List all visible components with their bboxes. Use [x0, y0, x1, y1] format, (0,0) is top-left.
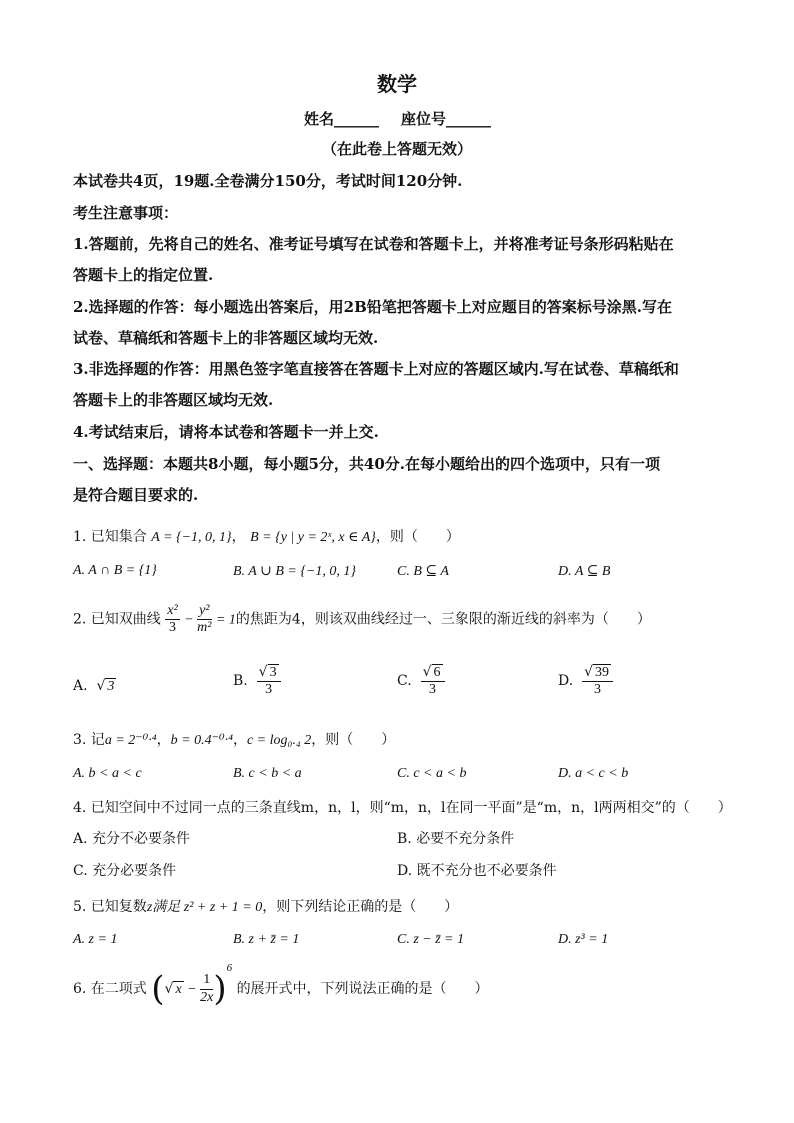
rule-4: 4.考试结束后，请将本试卷和答题卡一并上交. [73, 423, 379, 441]
q5-equation: 满足 z² + z + 1 = 0 [152, 900, 263, 915]
q3-lead: 3. 记 [73, 732, 105, 748]
q3-b: b = 0.4⁻⁰·⁴ [170, 733, 233, 748]
q3-option-c: C. c < a < b [397, 766, 467, 781]
seat-blank: ______ [446, 110, 492, 128]
section-1-line-1: 一、选择题：本题共8小题，每小题5分，共40分.在每小题给出的四个选项中，只有一项 [73, 455, 660, 473]
q4-option-b: B. 必要不充分条件 [397, 831, 515, 847]
q5-option-c: C. z − z̄ = 1 [397, 932, 465, 947]
q2-option-c: C. $\frac{√ 6}{3}$ [397, 664, 445, 698]
q5-lead: 5. 已知复数 [73, 899, 147, 915]
question-2: 2. 已知双曲线 $\frac{\text{x²}}{3}$ − $\frac{\text{y²}}{\text{m²}}$ = 1的焦距为4，则该双曲线经过一、三象限的渐近线的斜率为（ ） [73, 603, 651, 636]
q4-option-c: C. 充分必要条件 [73, 863, 177, 879]
q2-option-b: B. $\frac{√ 3}{3}$ [233, 664, 281, 698]
q2-option-a: A. √ 3 [73, 678, 115, 694]
q3-a: a = 2⁻⁰·⁴ [104, 733, 157, 748]
q2-frac-x: $\frac{\text{x²}}{3}$ [167, 603, 178, 636]
question-1: 1. 已知集合 A = {−1, 0, 1}， B = {y | y = 2ˣ, x ∈ A}，则（ ） [73, 529, 460, 545]
q5-option-a: A. z = 1 [73, 932, 118, 947]
invalid-notice: （在此卷上答题无效） [322, 140, 473, 158]
rule-1-line-1: 1.答题前，先将自己的姓名、准考证号填写在试卷和答题卡上，并将准考证号条形码粘贴在 [73, 235, 674, 253]
q5-option-d: D. z³ = 1 [558, 932, 609, 947]
q5-tail: ，则下列结论正确的是（ ） [262, 899, 459, 915]
section-1-line-2: 是符合题目要求的. [73, 486, 199, 504]
exam-summary: 本试卷共4页，19题.全卷满分150分，考试时间120分钟. [73, 172, 463, 190]
q1-lead: 1. 已知集合 [73, 529, 147, 545]
rule-2-line-2: 试卷、草稿纸和答题卡上的非答题区域均无效. [73, 329, 379, 347]
q3-option-d: D. a < c < b [558, 766, 629, 781]
q1-tail: ，则（ ） [375, 529, 460, 545]
attention-heading: 考生注意事项： [73, 204, 179, 222]
q1-option-c: C. B ⊆ A [397, 564, 449, 579]
q3-c: c = log₀.₄ 2 [246, 733, 312, 748]
rule-3-line-2: 答题卡上的非答题区域均无效. [73, 391, 274, 409]
q3-option-a: A. b < a < c [73, 766, 142, 781]
rule-3-line-1: 3.非选择题的作答：用黑色签字笔直接答在答题卡上对应的答题区域内.写在试卷、草稿纸和 [73, 360, 679, 378]
q6-lead: 6. 在二项式 [73, 981, 147, 997]
q2-frac-y: $\frac{\text{y²}}{\text{m²}}$ [197, 603, 212, 636]
rule-2-line-1: 2.选择题的作答：每小题选出答案后，用2B铅笔把答题卡上对应题目的答案标号涂黑.写在 [73, 298, 673, 316]
q1-option-a: A. A ∩ B = {1} [73, 563, 157, 578]
q1-set-b: B = {y | y = 2ˣ, x ∈ A} [250, 530, 376, 545]
q2-option-d: D. $\frac{√ 39}{3}$ [558, 664, 613, 698]
q4-option-d: D. 既不充分也不必要条件 [397, 863, 557, 879]
q2-tail: 的焦距为4，则该双曲线经过一、三象限的渐近线的斜率为（ ） [235, 611, 651, 628]
name-blank: ______ [334, 110, 380, 128]
name-seat-row [304, 108, 491, 129]
question-4: 4. 已知空间中不过同一点的三条直线m，n，l，则“m，n，l在同一平面”是“m，n，l两两相交”的（ ） [73, 800, 732, 816]
q5-z: z [146, 900, 153, 915]
rule-1-line-2: 答题卡上的指定位置. [73, 266, 214, 284]
q1-option-d: D. A ⊆ B [558, 564, 611, 579]
q1-set-a: A = {−1, 0, 1} [151, 530, 232, 545]
q4-option-a: A. 充分不必要条件 [73, 831, 191, 847]
seat-label: 座位号 [401, 110, 447, 128]
q5-option-b: B. z + z̄ = 1 [233, 932, 300, 947]
q1-option-b: B. A ∪ B = {−1, 0, 1} [233, 564, 356, 579]
q2-lead: 2. 已知双曲线 [73, 611, 161, 628]
q3-tail: ，则（ ） [311, 732, 396, 748]
name-label: 姓名 [304, 110, 335, 128]
page-title: 数学 [377, 72, 417, 96]
q3-option-b: B. c < b < a [233, 766, 302, 781]
question-5 [73, 896, 458, 916]
question-3: 3. 记a = 2⁻⁰·⁴，b = 0.4⁻⁰·⁴，c = log₀.₄ 2，则（ ） [73, 732, 396, 748]
q6-tail: 的展开式中，下列说法正确的是（ ） [236, 981, 489, 997]
question-6: 6. 在二项式 (√ x − $\frac{1}{2x}$ )$^6$ 的展开式中，下列说法正确的是（ ） [73, 962, 489, 1009]
